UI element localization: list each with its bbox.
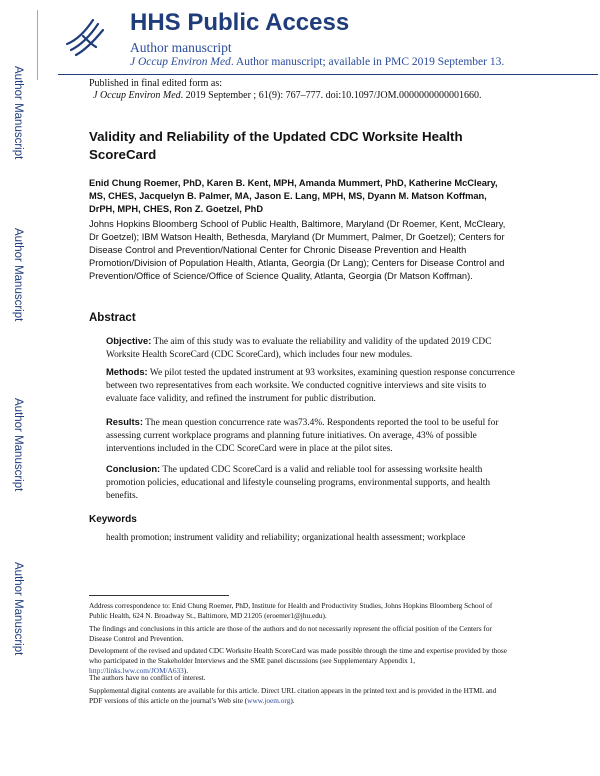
abstract-objective — [106, 334, 516, 362]
footnote-correspondence: Address correspondence to: Enid Chung Roemer, PhD, Institute for Health and Productivity Studies, Johns Hopkins Bloomberg School of Public Health, 624 N. Broadway St., Baltimore, MD 21205 (eroemer1@jhu.edu). — [89, 601, 493, 620]
article-title: Validity and Reliability of the Updated CDC Worksite Health ScoreCard — [89, 129, 463, 162]
objective-text: The aim of this study was to evaluate the reliability and validity of the updated 2019 CDC Worksite Health ScoreCard (CDC ScoreCard), which includes four new modules. — [106, 337, 492, 360]
sidebar-author-manuscript-4: Author Manuscript — [12, 562, 24, 656]
results-label: Results: — [106, 416, 143, 427]
sidebar-author-manuscript-2: Author Manuscript — [12, 228, 24, 322]
footnote-supplemental — [89, 686, 509, 706]
keywords-text: health promotion; instrument validity and reliability; organizational health assessment; workplace — [106, 532, 466, 542]
hhs-public-access-title: HHS Public Access — [130, 9, 350, 36]
footnote-development — [89, 646, 509, 676]
published-label: Published in final edited form as: — [89, 78, 223, 89]
author-manuscript-subtitle: Author manuscript — [130, 40, 232, 55]
sidebar-author-manuscript-1: Author Manuscript — [12, 66, 24, 160]
supplementary-appendix-link[interactable]: http://links.lww.com/JOM/A633 — [89, 666, 184, 675]
results-text: The mean question concurrence rate was73.4%. Respondents reported the tool to be useful for assessing current workplace programs and planning future initiatives. On average, 43% of possible interventions included in the CDC ScoreCard were in place at the pilot sites. — [106, 418, 499, 454]
conclusion-label: Conclusion: — [106, 463, 161, 474]
supplemental-text: Supplemental digital contents are available for this article. Direct URL citation appears in the printed text and is provided in the HTML and PDF versions of this article on the journal’s Web site ( — [89, 686, 497, 705]
sidebar-author-manuscript-3: Author Manuscript — [12, 398, 24, 492]
journal-name: J Occup Environ Med — [130, 56, 231, 68]
supplemental-end: ). — [290, 696, 295, 705]
citation-line — [93, 90, 481, 101]
footnote-disclaimer: The findings and conclusions in this article are those of the authors and do not necessarily represent the official position of the Centers for Disease Control and Prevention. — [89, 624, 492, 643]
footnote-rule — [89, 595, 229, 596]
development-end: ). — [183, 666, 189, 675]
affiliations: Johns Hopkins Bloomberg School of Public Health, Baltimore, Maryland (Dr Roemer, Kent, McCleary, Dr Goetzel); IBM Watson Health, Bethesda, Maryland (Dr Mummert, Palmer, Dr Goetzel); Centers for Disease Control and Prevention/National Center for Chronic Disease Prevention and Health Promotion/Division of Population Health, Atlanta, Georgia (Dr Lang); Centers for Disease Control and Prevention/Office of Science/Office of Science Quality, Atlanta, Georgia (Dr Matson Koffman). — [89, 219, 506, 281]
methods-label: Methods: — [106, 366, 148, 377]
citation-journal: J Occup Environ Med — [93, 90, 181, 101]
abstract-results — [106, 415, 516, 456]
development-text: Development of the revised and updated CDC Worksite Health ScoreCard was made possible through the time and expertise provided by those who participated in the Stakeholder Interviews and the SME panel discussions (see Supplementary Appendix 1, — [89, 646, 507, 665]
hhs-eagle-logo-icon — [63, 14, 107, 58]
abstract-methods — [106, 365, 516, 406]
conclusion-text: The updated CDC ScoreCard is a valid and reliable tool for assessing worksite health promotion policies, educational and lifestyle counseling programs, environmental supports, and health benefits. — [106, 465, 491, 501]
header-rule — [58, 74, 598, 75]
citation-details: . 2019 September ; 61(9): 767–777. doi:10.1097/JOM.0000000000001660. — [180, 90, 482, 101]
journal-website-link[interactable]: www.joem.org — [247, 696, 291, 705]
availability-text: . Author manuscript; available in PMC 2019 September 13. — [230, 56, 505, 68]
keywords-heading: Keywords — [89, 514, 137, 525]
journal-availability — [130, 56, 504, 68]
methods-text: We pilot tested the updated instrument at 93 worksites, examining question response concurrence between two representatives from each worksite. We conducted cognitive interviews and site visits to evaluate face validity, and refined the instrument for public distribution. — [106, 368, 515, 404]
abstract-heading: Abstract — [89, 312, 136, 324]
footnote-coi: The authors have no conflict of interest. — [89, 673, 206, 682]
objective-label: Objective: — [106, 335, 152, 346]
abstract-conclusion — [106, 462, 516, 503]
author-list: Enid Chung Roemer, PhD, Karen B. Kent, MPH, Amanda Mummert, PhD, Katherine McCleary, MS, CHES, Jacquelyn B. Palmer, MA, Jason E. Lang, MPH, MS, Dyann M. Matson Koffman, DrPH, MPH, CHES, Ron Z. Goetzel, PhD — [89, 178, 498, 214]
header-divider — [37, 10, 38, 80]
